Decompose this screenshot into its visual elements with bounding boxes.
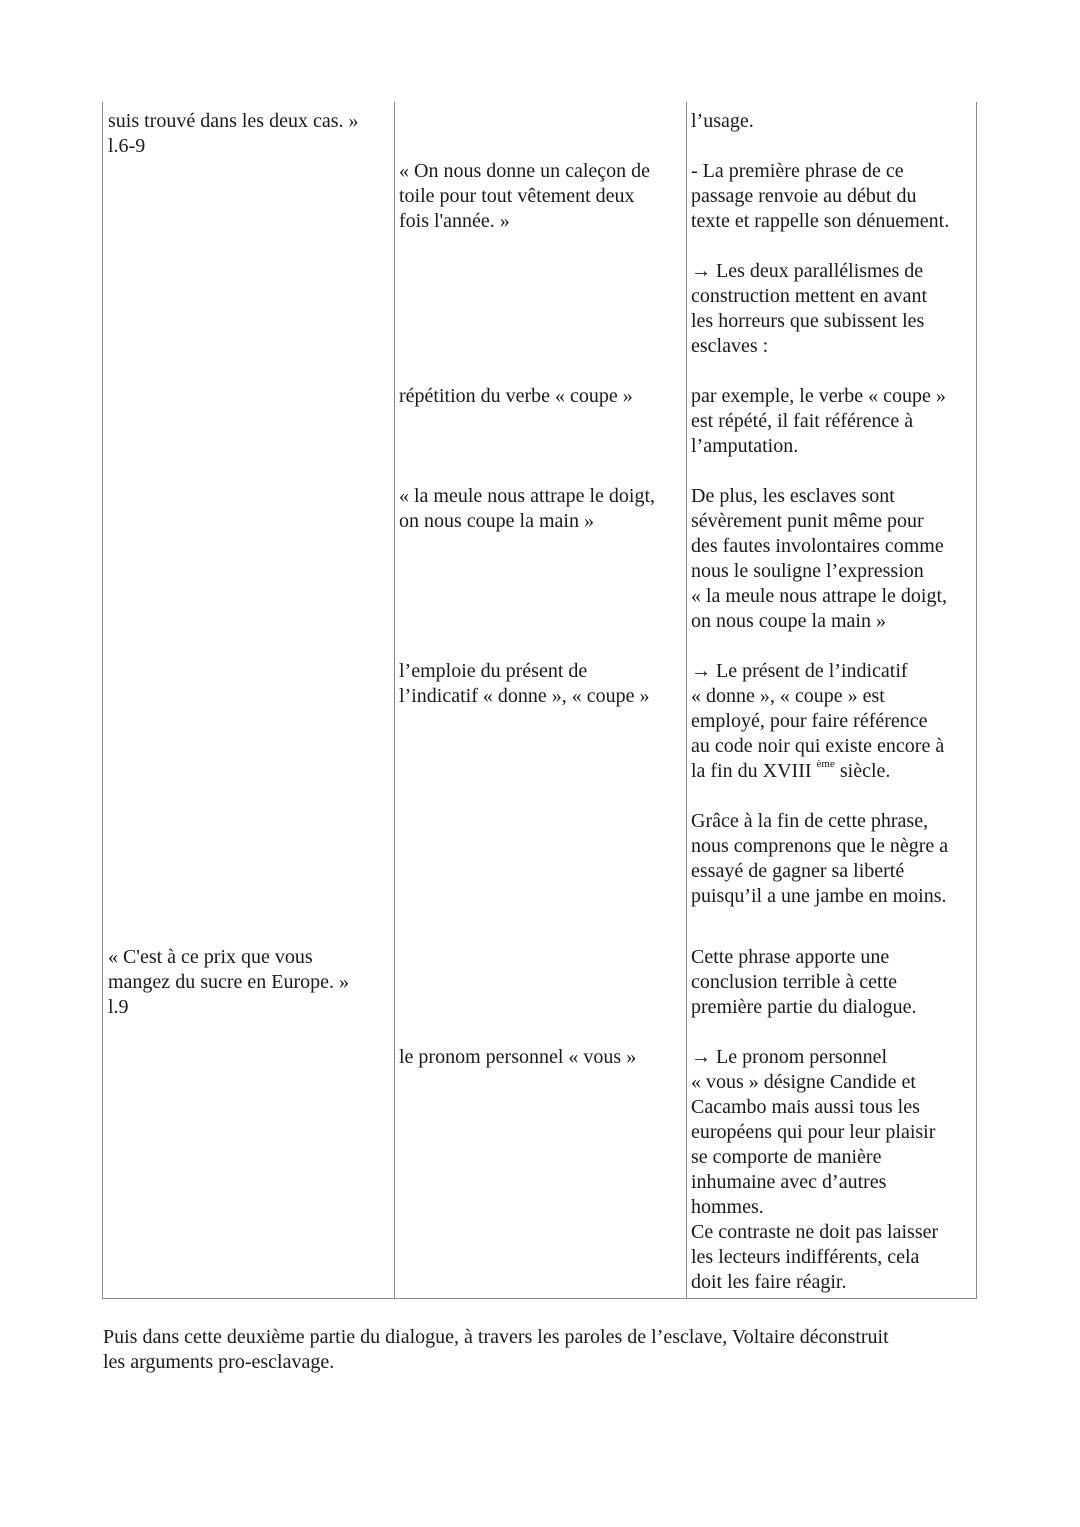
ordinal-suffix: ème bbox=[816, 758, 835, 771]
interpretation-cell: l’usage. bbox=[691, 110, 754, 132]
interpretation-cell: → Le pronom personnel « vous » désigne Candide et Cacambo mais aussi tous les européens qui pour leur plaisir se comporte de manière inhumaine avec d’autres hommes. Ce contraste ne doit pas laisser les lecteurs indifférents, cela doit les faire réagir. bbox=[691, 1046, 939, 1293]
interpretation-cell: par exemple, le verbe « coupe » est répété, il fait référence à l’amputation. bbox=[691, 385, 946, 457]
device-cell: l’emploie du présent de l’indicatif « donne », « coupe » bbox=[399, 660, 650, 707]
device-cell: « la meule nous attrape le doigt, on nous coupe la main » bbox=[399, 485, 656, 532]
interpretation-cell: Cette phrase apporte une conclusion terrible à cette première partie du dialogue. bbox=[691, 946, 917, 1018]
column-divider-2 bbox=[686, 102, 687, 1298]
century-line: la fin du XVIII $^{ème}$ siècle. bbox=[691, 758, 891, 782]
analysis-table bbox=[102, 102, 977, 1299]
interpretation-cell: Grâce à la fin de cette phrase, nous comprenons que le nègre a essayé de gagner sa liberté puisqu’il a une jambe en moins. bbox=[691, 810, 949, 907]
interpretation-cell: De plus, les esclaves sont sévèrement punit même pour des fautes involontaires comme nous le souligne l’expression « la meule nous attrape le doigt, on nous coupe la main » bbox=[691, 485, 948, 632]
quote-cell: suis trouvé dans les deux cas. » l.6-9 bbox=[108, 110, 359, 157]
device-cell: le pronom personnel « vous » bbox=[399, 1046, 637, 1068]
interpretation-cell: → Les deux parallélismes de construction mettent en avant les horreurs que subissent les esclaves : bbox=[691, 260, 928, 357]
column-divider-1 bbox=[394, 102, 395, 1298]
device-cell: « On nous donne un caleçon de toile pour tout vêtement deux fois l'année. » bbox=[399, 160, 651, 232]
quote-cell: « C'est à ce prix que vous mangez du sucre en Europe. » l.9 bbox=[108, 946, 350, 1018]
body-paragraph: Puis dans cette deuxième partie du dialogue, à travers les paroles de l’esclave, Voltaire déconstruit les arguments pro-esclavage. bbox=[103, 1326, 889, 1373]
interpretation-cell: - La première phrase de ce passage renvoie au début du texte et rappelle son dénuement. bbox=[691, 160, 950, 232]
device-cell: répétition du verbe « coupe » bbox=[399, 385, 633, 407]
interpretation-cell: → Le présent de l’indicatif « donne », « coupe » est employé, pour faire référence au code noir qui existe encore à la fin du XVIII $^{ème}$ siècle. bbox=[691, 660, 945, 782]
